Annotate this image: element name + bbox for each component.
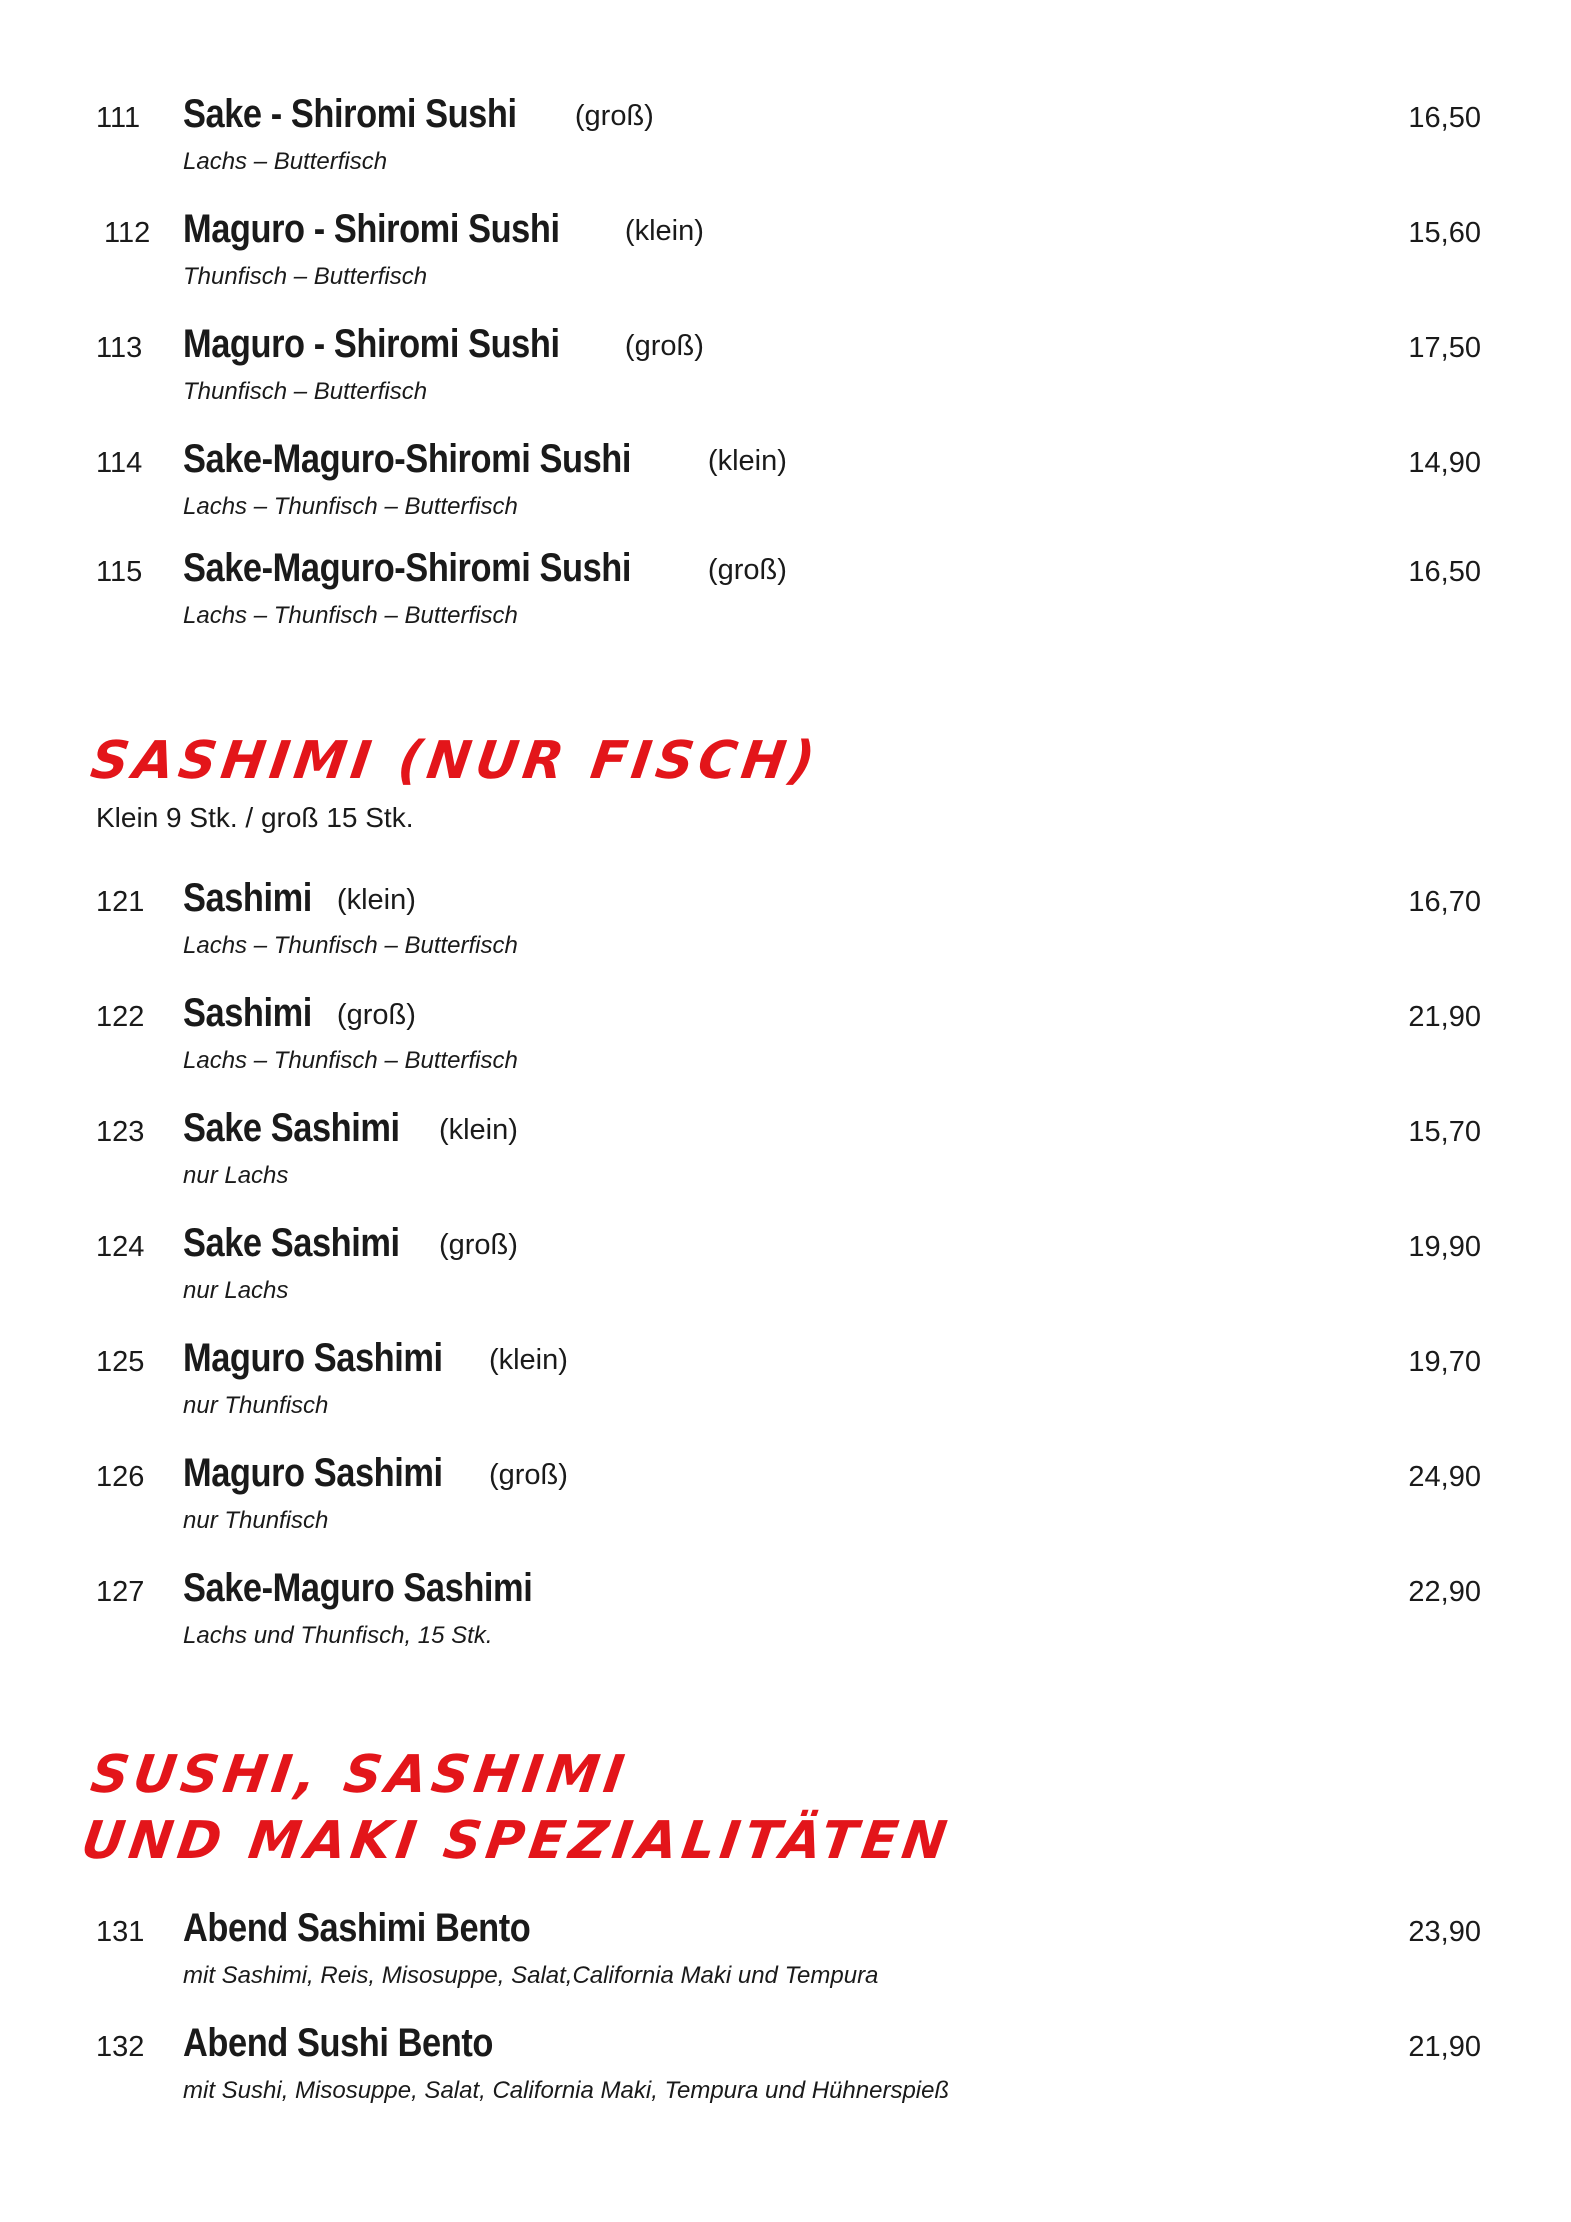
item-size: (groß): [707, 554, 787, 586]
section-title-specialities: [77, 1742, 964, 1874]
menu-item: [0, 876, 1571, 976]
item-price: 17,50: [1408, 332, 1481, 364]
section-title-line: SUSHI, SASHIMI: [87, 1745, 633, 1805]
item-size: (groß): [624, 330, 704, 362]
item-title: [183, 1906, 591, 1951]
item-number: 126: [96, 1461, 145, 1493]
item-description: Lachs – Thunfisch – Butterfisch: [183, 602, 518, 629]
item-number: 124: [96, 1231, 145, 1263]
item-description: Lachs – Butterfisch: [183, 148, 388, 175]
item-description: nur Lachs: [183, 1277, 289, 1304]
item-number: 123: [96, 1116, 145, 1148]
item-name: Sake Sashimi: [183, 1106, 400, 1150]
item-price: 23,90: [1408, 1916, 1481, 1948]
item-price: 15,60: [1408, 217, 1481, 249]
item-name: Sashimi: [183, 991, 312, 1035]
menu-item: [0, 1221, 1571, 1321]
menu-item: [0, 1451, 1571, 1551]
section-title-line: UND MAKI SPEZIALITÄTEN: [77, 1811, 956, 1871]
item-price: 14,90: [1408, 447, 1481, 479]
item-title: [183, 1106, 518, 1151]
item-number: 111: [96, 102, 141, 134]
item-name: Maguro Sashimi: [183, 1451, 443, 1495]
item-price: 24,90: [1408, 1461, 1481, 1493]
item-title: [183, 322, 704, 367]
item-number: 112: [104, 217, 151, 249]
item-description: Lachs – Thunfisch – Butterfisch: [183, 493, 518, 520]
item-title: [183, 991, 416, 1036]
menu-item: [0, 1106, 1571, 1206]
item-price: 16,50: [1408, 102, 1481, 134]
menu-item: [0, 1336, 1571, 1436]
item-title: [183, 546, 787, 591]
menu-item: [0, 1566, 1571, 1666]
item-description: mit Sashimi, Reis, Misosuppe, Salat,California Maki und Tempura: [183, 1962, 879, 1989]
section-title-line: SASHIMI (NUR FISCH): [87, 731, 824, 791]
item-number: 114: [96, 447, 143, 479]
menu-item: [0, 207, 1571, 307]
item-name: Maguro - Shiromi Sushi: [183, 207, 560, 251]
item-size: (klein): [707, 445, 787, 477]
item-name: Abend Sushi Bento: [183, 2021, 493, 2065]
item-number: 127: [96, 1576, 145, 1608]
item-size: (klein): [438, 1114, 518, 1146]
item-price: 21,90: [1408, 2031, 1481, 2063]
section-title-sashimi: [87, 728, 824, 794]
menu-item: [0, 437, 1571, 537]
menu-item: [0, 322, 1571, 422]
item-title: [183, 1221, 518, 1266]
item-number: 132: [96, 2031, 145, 2063]
menu-item: [0, 991, 1571, 1091]
item-size: (klein): [488, 1344, 568, 1376]
item-title: [183, 1336, 568, 1381]
item-description: nur Lachs: [183, 1162, 289, 1189]
item-name: Maguro Sashimi: [183, 1336, 443, 1380]
item-title: [183, 876, 416, 921]
menu-item: [0, 546, 1571, 646]
item-number: 113: [96, 332, 143, 364]
item-name: Sake - Shiromi Sushi: [183, 92, 517, 136]
item-description: Lachs – Thunfisch – Butterfisch: [183, 1047, 518, 1074]
item-size: (groß): [574, 100, 654, 132]
item-name: Sashimi: [183, 876, 312, 920]
item-size: (klein): [336, 884, 416, 916]
item-title: [183, 207, 704, 252]
item-description: nur Thunfisch: [183, 1507, 329, 1534]
item-number: 122: [96, 1001, 145, 1033]
item-name: Maguro - Shiromi Sushi: [183, 322, 560, 366]
item-description: Lachs und Thunfisch, 15 Stk.: [183, 1622, 493, 1649]
menu-item: [0, 92, 1571, 192]
section-subtitle: Klein 9 Stk. / groß 15 Stk.: [96, 802, 414, 833]
item-size: (groß): [488, 1459, 568, 1491]
item-name: Sake-Maguro-Shiromi Sushi: [183, 546, 631, 590]
item-title: [183, 92, 654, 137]
item-description: nur Thunfisch: [183, 1392, 329, 1419]
item-size: (groß): [336, 999, 416, 1031]
item-price: 16,50: [1408, 556, 1481, 588]
item-description: Thunfisch – Butterfisch: [183, 263, 428, 290]
item-size: (klein): [624, 215, 704, 247]
item-price: 15,70: [1408, 1116, 1481, 1148]
item-description: Lachs – Thunfisch – Butterfisch: [183, 932, 518, 959]
item-name: Sake-Maguro Sashimi: [183, 1566, 533, 1610]
item-description: Thunfisch – Butterfisch: [183, 378, 428, 405]
item-description: mit Sushi, Misosuppe, Salat, California Maki, Tempura und Hühnerspieß: [183, 2077, 950, 2104]
item-title: [183, 2021, 547, 2066]
item-price: 19,70: [1408, 1346, 1481, 1378]
item-price: 16,70: [1408, 886, 1481, 918]
menu-item: [0, 1906, 1571, 2006]
item-price: 22,90: [1408, 1576, 1481, 1608]
item-number: 121: [96, 886, 145, 918]
item-title: [183, 1451, 568, 1496]
item-title: [183, 437, 787, 482]
item-price: 19,90: [1408, 1231, 1481, 1263]
item-number: 125: [96, 1346, 145, 1378]
item-name: Sake Sashimi: [183, 1221, 400, 1265]
item-title: [183, 1566, 593, 1611]
menu-item: [0, 2021, 1571, 2121]
item-name: Sake-Maguro-Shiromi Sushi: [183, 437, 631, 481]
item-number: 131: [96, 1916, 145, 1948]
item-name: Abend Sashimi Bento: [183, 1906, 531, 1950]
item-price: 21,90: [1408, 1001, 1481, 1033]
item-size: (groß): [438, 1229, 518, 1261]
item-number: 115: [96, 556, 143, 588]
